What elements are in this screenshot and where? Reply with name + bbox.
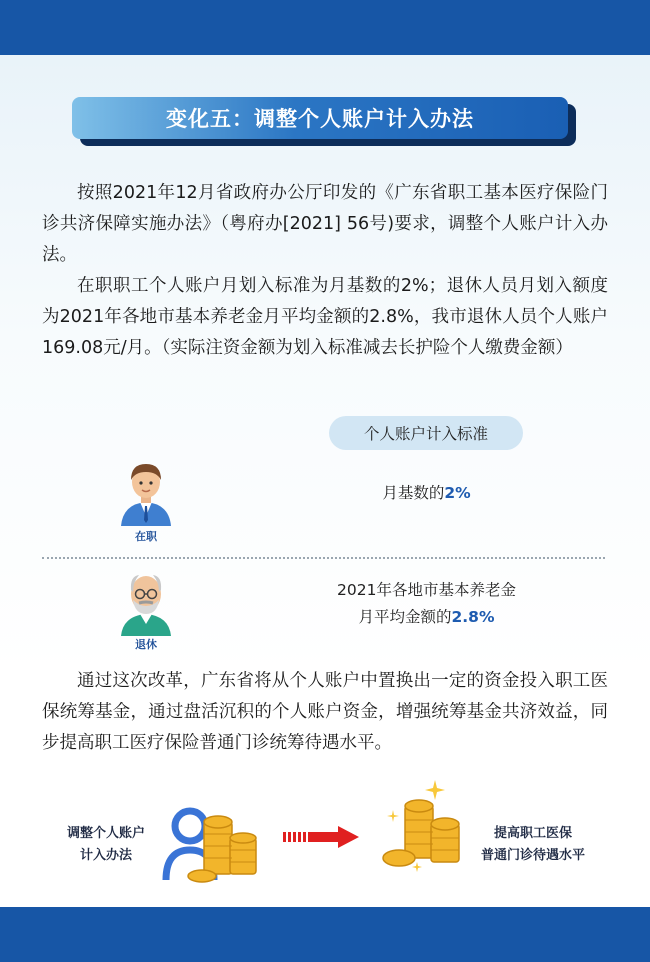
retired-standard-line1: 2021年各地市基本养老金	[337, 581, 516, 599]
employed-standard	[330, 480, 523, 507]
section-title: 变化五：调整个人账户计入办法	[72, 97, 568, 139]
retired-label: 退休	[135, 638, 157, 651]
employed-label: 在职	[135, 530, 157, 543]
retired-standard-rate: 2.8%	[451, 608, 495, 626]
coin-stack-icon	[377, 776, 467, 880]
bottom-banner	[0, 907, 650, 962]
retired-standard	[305, 577, 548, 631]
left-caption-line2: 计入办法	[79, 848, 132, 863]
retired-standard-line2: 月平均金额的	[358, 608, 452, 626]
outro-text	[42, 666, 608, 759]
top-banner	[0, 0, 650, 55]
standard-header-pill: 个人账户计入标准	[329, 416, 523, 450]
intro-paragraph-1: 按照2021年12月省政府办公厅印发的《广东省职工基本医疗保险门诊共济保障实施办法》（粤府办[2021] 56号)要求，调整个人账户计入办法。	[42, 183, 608, 265]
employee-icon	[111, 460, 181, 526]
account-coins-icon	[160, 800, 260, 889]
right-caption-line2: 普通门诊待遇水平	[480, 848, 585, 863]
retiree-icon	[111, 570, 181, 636]
intro-paragraph-2: 在职职工个人账户月划入标准为月基数的2%；退休人员月划入额度为2021年各地市基本养老金月平均金额的2.8%，我市退休人员个人账户169.08元/月。（实际注资金额为划入标准减去长护险个人缴费金额）	[42, 276, 608, 358]
employed-standard-text: 月基数的	[382, 484, 445, 502]
employed-standard-rate: 2%	[444, 484, 471, 502]
left-caption	[56, 823, 156, 867]
left-caption-line1: 调整个人账户	[66, 826, 145, 841]
intro-text	[42, 178, 608, 364]
outro-paragraph: 通过这次改革，广东省将从个人账户中置换出一定的资金投入职工医保统筹基金，通过盘活沉积的个人账户资金，增强统筹基金共济效益，同步提高职工医疗保险普通门诊统筹待遇水平。	[42, 671, 608, 753]
right-caption-line1: 提高职工医保	[493, 826, 572, 841]
divider	[42, 557, 605, 559]
arrow-icon	[283, 826, 359, 852]
right-caption	[468, 823, 598, 867]
